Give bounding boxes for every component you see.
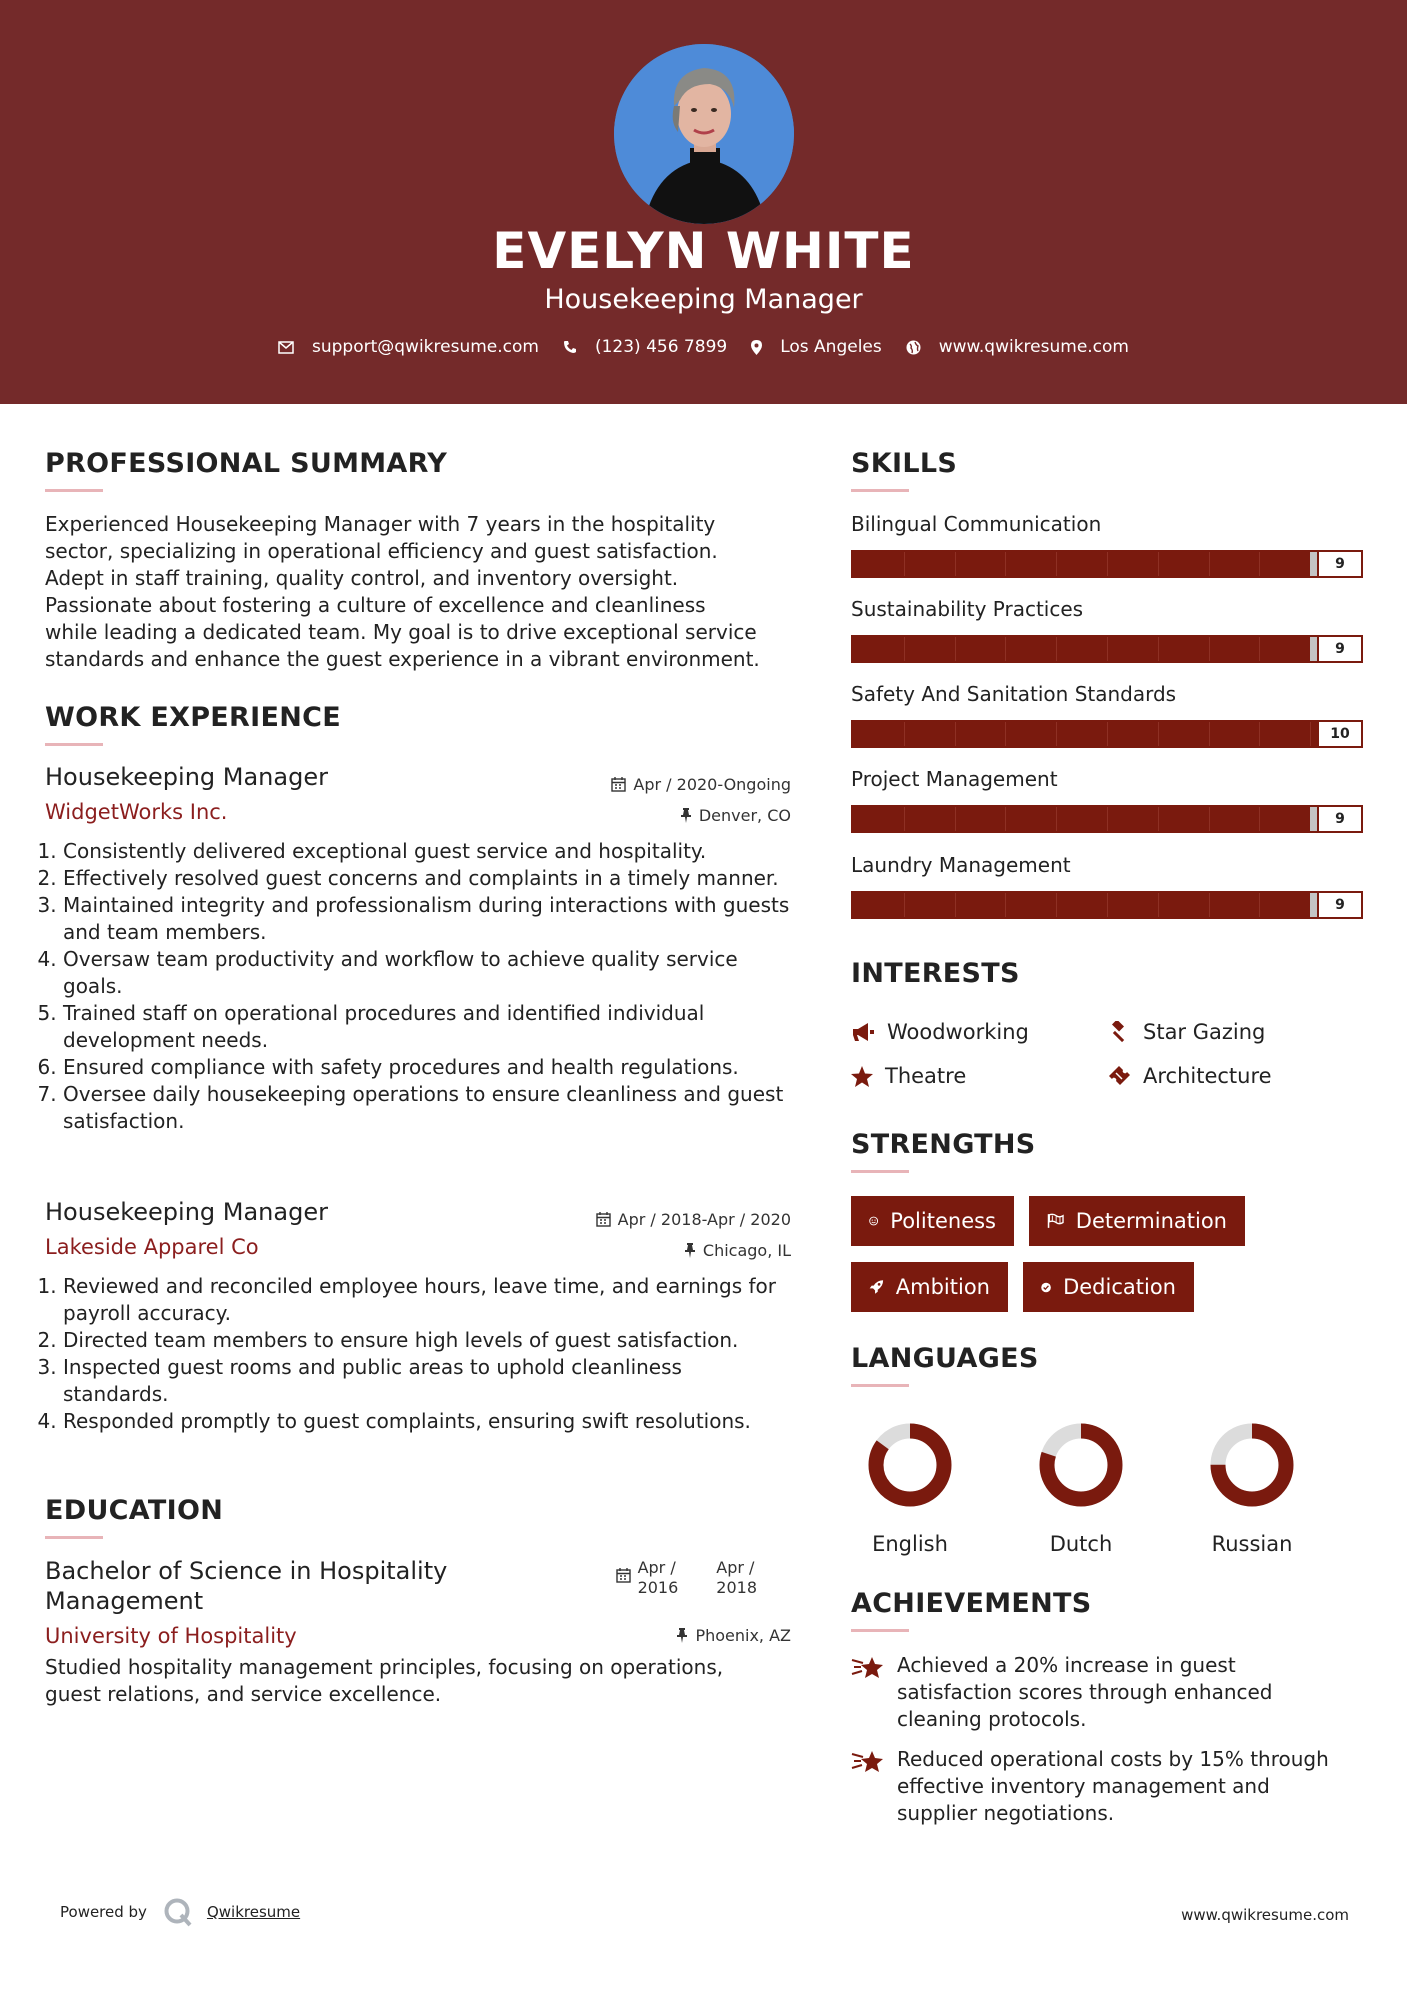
skill-bar-segment: [955, 893, 956, 917]
languages-underline: [851, 1384, 909, 1387]
language-item: [1021, 1420, 1141, 1556]
language-name: English: [872, 1532, 948, 1556]
job-duties: [45, 1273, 791, 1435]
skill-bar-fill: [853, 637, 1310, 661]
skill-bar-segment: [1107, 552, 1108, 576]
contact-location: [751, 337, 882, 357]
job-duties: [45, 838, 791, 1135]
skill-name: Laundry Management: [851, 853, 1071, 877]
skill-bar-segment: [1259, 722, 1260, 746]
achievement-line: supplier negotiations.: [897, 1801, 1115, 1825]
qwikresume-logo-icon: [163, 1897, 193, 1927]
skill-bar-segment: [1107, 637, 1108, 661]
education-entry: [45, 1556, 791, 1708]
education-description: [45, 1654, 791, 1708]
skill-item: [851, 682, 1363, 748]
globe-icon: [906, 340, 921, 355]
skill-bar-segment: [1158, 552, 1159, 576]
phone-icon: [563, 340, 577, 354]
education-location-text: Phoenix, AZ: [695, 1626, 791, 1645]
achievement-item: [851, 1746, 1371, 1827]
education-end: [716, 1558, 757, 1598]
education-location: [676, 1626, 791, 1645]
contact-bar: [0, 337, 1407, 357]
skill-bar-segment: [955, 807, 956, 831]
job-dates-text: Apr / 2018-Apr / 2020: [617, 1210, 791, 1229]
job-company: Lakeside Apparel Co: [45, 1235, 259, 1259]
skill-bar-segment: [955, 552, 956, 576]
achievement-line: effective inventory management and: [897, 1774, 1270, 1798]
experience-heading: WORK EXPERIENCE: [45, 702, 341, 733]
education-dates: [616, 1558, 757, 1598]
skill-bar-segment: [1107, 722, 1108, 746]
pushpin-icon: [684, 1243, 696, 1258]
strength-label: Dedication: [1063, 1275, 1176, 1299]
website-text[interactable]: www.qwikresume.com: [938, 337, 1129, 357]
smile-icon: [869, 1211, 878, 1231]
skill-bar-segment: [904, 722, 905, 746]
skill-bar: [851, 635, 1363, 663]
shooting-star-icon: [851, 1654, 885, 1680]
job-dates-text: Apr / 2020-Ongoing: [633, 775, 791, 794]
rocket-icon: [869, 1276, 884, 1298]
map-pin-icon: [751, 340, 762, 355]
skill-bar-segment: [1056, 552, 1057, 576]
skill-bar-segment: [904, 552, 905, 576]
skill-name: Bilingual Communication: [851, 512, 1102, 536]
skill-bar-segment: [1056, 637, 1057, 661]
flag-icon: [1047, 1211, 1064, 1231]
summary-heading: PROFESSIONAL SUMMARY: [45, 448, 448, 479]
skill-bar-segment: [955, 722, 956, 746]
language-item: [850, 1420, 970, 1556]
summary-line: Experienced Housekeeping Manager with 7 years in the hospitality: [45, 512, 716, 536]
skill-bar-segment: [1056, 722, 1057, 746]
skill-bar-fill: [853, 807, 1310, 831]
language-donut: [1036, 1420, 1126, 1510]
skill-value: 10: [1317, 722, 1361, 746]
calendar-icon: [596, 1212, 611, 1227]
skill-bar-segment: [1158, 637, 1159, 661]
skill-bar-segment: [1209, 893, 1210, 917]
skill-bar-segment: [1259, 637, 1260, 661]
achievement-text: [897, 1652, 1273, 1733]
interest-item: [851, 1020, 1029, 1044]
achievements-heading: ACHIEVEMENTS: [851, 1588, 1092, 1619]
education-heading: EDUCATION: [45, 1495, 224, 1526]
footer-powered-by: [60, 1897, 300, 1927]
contact-website[interactable]: [906, 337, 1129, 357]
bullhorn-icon: [851, 1022, 875, 1042]
summary-line: while leading a dedicated team. My goal is to drive exceptional service: [45, 620, 757, 644]
strength-label: Ambition: [895, 1275, 990, 1299]
achievement-line: cleaning protocols.: [897, 1707, 1087, 1731]
strength-label: Politeness: [890, 1209, 996, 1233]
job-location: [680, 806, 791, 825]
skill-bar: [851, 720, 1363, 748]
qwikresume-link[interactable]: Qwikresume: [206, 1903, 301, 1921]
list-item: 2. Effectively resolved guest concerns and complaints in a timely manner.: [63, 865, 791, 892]
skill-bar-segment: [1259, 893, 1260, 917]
strength-badge: [851, 1196, 1014, 1246]
skill-bar-segment: [1158, 893, 1159, 917]
school-name: University of Hospitality: [45, 1624, 297, 1648]
job-company: WidgetWorks Inc.: [45, 800, 228, 824]
achievement-line: Reduced operational costs by 15% through: [897, 1747, 1329, 1771]
skill-value: 9: [1317, 637, 1361, 661]
shooting-star-icon: [851, 1748, 885, 1774]
end-month: Apr /: [716, 1558, 755, 1577]
job-location-text: Chicago, IL: [702, 1241, 791, 1260]
skill-bar-segment: [1209, 722, 1210, 746]
skill-bar-segment: [1209, 637, 1210, 661]
job-entry: [45, 1198, 791, 1435]
interest-label: Theatre: [885, 1064, 967, 1088]
strengths-underline: [851, 1170, 909, 1173]
summary-line: Passionate about fostering a culture of excellence and cleanliness: [45, 593, 706, 617]
strength-badge: [1029, 1196, 1245, 1246]
skill-bar-segment: [1005, 552, 1006, 576]
skill-bar-segment: [904, 637, 905, 661]
list-item: 1. Reviewed and reconciled employee hours, leave time, and earnings for payroll accuracy.: [63, 1273, 791, 1327]
education-underline: [45, 1536, 103, 1539]
job-dates: [611, 775, 791, 794]
list-item: 4. Oversaw team productivity and workflow to achieve quality service goals.: [63, 946, 791, 1000]
skill-item: [851, 512, 1363, 578]
interest-item: [1107, 1064, 1272, 1088]
start-year: 2016: [637, 1578, 679, 1597]
degree-line: Bachelor of Science in Hospitality: [45, 1557, 448, 1585]
profile-photo: [614, 44, 794, 224]
skill-bar-segment: [1005, 893, 1006, 917]
pushpin-icon: [680, 808, 692, 823]
gavel-icon: [1107, 1021, 1131, 1043]
powered-by-text: Powered by: [60, 1903, 147, 1921]
language-name: Dutch: [1049, 1532, 1113, 1556]
start-month: Apr /: [637, 1558, 676, 1577]
job-location: [684, 1241, 791, 1260]
skill-bar-segment: [1259, 807, 1260, 831]
location-text: Los Angeles: [780, 337, 882, 357]
skill-name: Sustainability Practices: [851, 597, 1084, 621]
education-start: [638, 1558, 679, 1598]
skill-bar-segment: [1209, 807, 1210, 831]
strength-label: Determination: [1075, 1209, 1227, 1233]
check-circle-icon: [1041, 1277, 1051, 1298]
skill-bar-segment: [1310, 722, 1311, 746]
achievement-line: Achieved a 20% increase in guest: [897, 1653, 1236, 1677]
skill-bar-segment: [1107, 807, 1108, 831]
skills-heading: SKILLS: [851, 448, 958, 479]
skill-bar: [851, 550, 1363, 578]
contact-phone[interactable]: [563, 337, 727, 357]
email-text[interactable]: support@qwikresume.com: [312, 337, 539, 357]
strengths-heading: STRENGTHS: [851, 1129, 1036, 1160]
list-item: 3. Maintained integrity and professionalism during interactions with guests and team members.: [63, 892, 791, 946]
summary-line: standards and enhance the guest experience in a vibrant environment.: [45, 647, 760, 671]
ticket-icon: [1107, 1065, 1131, 1087]
skill-item: [851, 597, 1363, 663]
interest-item: [851, 1064, 966, 1088]
portrait-image: [614, 44, 794, 224]
list-item: 1. Consistently delivered exceptional guest service and hospitality.: [63, 838, 791, 865]
candidate-name: EVELYN WHITE: [492, 222, 915, 280]
skill-bar-fill: [853, 552, 1310, 576]
candidate-title: Housekeeping Manager: [544, 284, 863, 315]
achievement-line: satisfaction scores through enhanced: [897, 1680, 1273, 1704]
skill-bar-segment: [1158, 807, 1159, 831]
skill-bar-segment: [1005, 807, 1006, 831]
skill-bar-segment: [955, 637, 956, 661]
education-desc-line: Studied hospitality management principles, focusing on operations,: [45, 1655, 724, 1679]
language-donut: [865, 1420, 955, 1510]
education-desc-line: guest relations, and service excellence.: [45, 1682, 442, 1706]
list-item: 3. Inspected guest rooms and public areas to uphold cleanliness standards.: [63, 1354, 791, 1408]
skill-value: 9: [1317, 552, 1361, 576]
skill-value: 9: [1317, 893, 1361, 917]
interest-label: Woodworking: [887, 1020, 1029, 1044]
summary-underline: [45, 489, 103, 492]
skill-name: Safety And Sanitation Standards: [851, 682, 1177, 706]
list-item: 6. Ensured compliance with safety procedures and health regulations.: [63, 1054, 791, 1081]
interest-label: Architecture: [1143, 1064, 1272, 1088]
skill-bar-segment: [1005, 637, 1006, 661]
degree-line: Management: [45, 1587, 204, 1615]
skill-item: [851, 767, 1363, 833]
language-name: Russian: [1211, 1532, 1293, 1556]
summary-line: Adept in staff training, quality control, and inventory oversight.: [45, 566, 679, 590]
achievements-underline: [851, 1629, 909, 1632]
skill-bar-segment: [1056, 807, 1057, 831]
list-item: 5. Trained staff on operational procedures and identified individual development needs.: [63, 1000, 791, 1054]
interest-label: Star Gazing: [1143, 1020, 1266, 1044]
calendar-icon: [611, 777, 626, 792]
achievement-text: [897, 1746, 1329, 1827]
skill-bar-segment: [1005, 722, 1006, 746]
language-donut: [1207, 1420, 1297, 1510]
achievement-item: [851, 1652, 1371, 1733]
star-icon: [851, 1066, 873, 1087]
skill-bar-segment: [1056, 893, 1057, 917]
summary-line: sector, specializing in operational efficiency and guest satisfaction.: [45, 539, 718, 563]
language-item: [1192, 1420, 1312, 1556]
interest-item: [1107, 1020, 1265, 1044]
skill-bar-segment: [904, 807, 905, 831]
skill-bar: [851, 891, 1363, 919]
experience-underline: [45, 743, 103, 746]
skill-bar-segment: [904, 893, 905, 917]
skills-underline: [851, 489, 909, 492]
phone-text[interactable]: (123) 456 7899: [594, 337, 728, 357]
job-dates: [596, 1210, 791, 1229]
skill-bar-segment: [1209, 552, 1210, 576]
skill-bar-fill: [853, 893, 1310, 917]
job-location-text: Denver, CO: [698, 806, 791, 825]
envelope-icon: [278, 341, 294, 354]
job-entry: [45, 763, 791, 1135]
contact-email[interactable]: [278, 337, 539, 357]
skill-name: Project Management: [851, 767, 1058, 791]
calendar-icon: [616, 1568, 631, 1583]
footer-url[interactable]: www.qwikresume.com: [1181, 1906, 1349, 1924]
skill-value: 9: [1317, 807, 1361, 831]
skill-bar-segment: [1107, 893, 1108, 917]
strength-badge: [851, 1262, 1008, 1312]
list-item: 4. Responded promptly to guest complaints, ensuring swift resolutions.: [63, 1408, 791, 1435]
languages-heading: LANGUAGES: [851, 1343, 1039, 1374]
job-title: Housekeeping Manager: [45, 763, 328, 791]
list-item: 7. Oversee daily housekeeping operations to ensure cleanliness and guest satisfaction.: [63, 1081, 791, 1135]
end-year: 2018: [716, 1578, 757, 1597]
resume-header: [0, 0, 1407, 404]
skill-bar: [851, 805, 1363, 833]
pushpin-icon: [676, 1628, 688, 1643]
skill-bar-segment: [1259, 552, 1260, 576]
strength-badge: [1023, 1262, 1194, 1312]
summary-text: [45, 511, 795, 673]
skill-item: [851, 853, 1363, 919]
job-title: Housekeeping Manager: [45, 1198, 328, 1226]
skill-bar-segment: [1158, 722, 1159, 746]
interests-heading: INTERESTS: [851, 958, 1020, 989]
list-item: 2. Directed team members to ensure high levels of guest satisfaction.: [63, 1327, 791, 1354]
